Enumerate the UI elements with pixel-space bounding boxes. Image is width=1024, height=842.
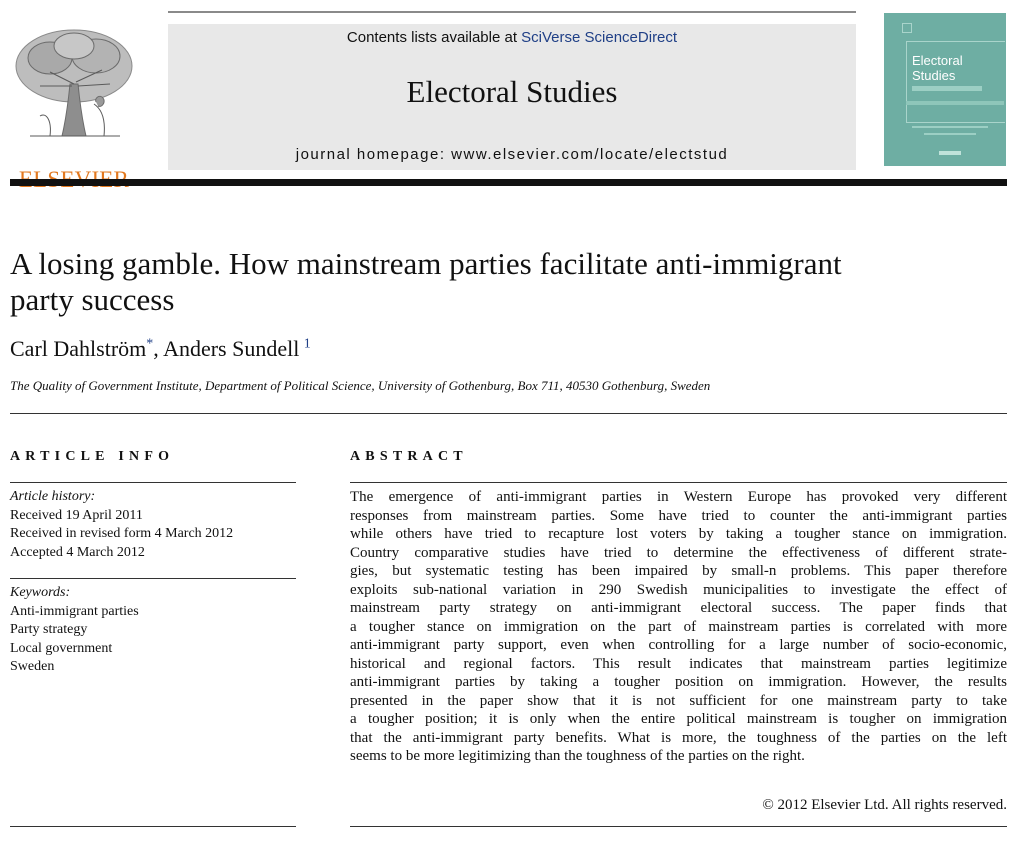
article-info-rule — [10, 578, 296, 579]
abstract-line: a tougher position; it is only when the entire political mainstream is tougher on immigration — [350, 711, 1007, 727]
abstract-line: while others have tried to recapture lost voters by taking a tougher stance on immigration. — [350, 526, 1007, 542]
abstract-body — [350, 488, 1007, 766]
abstract-line: historical and regional factors. This result indicates that mainstream parties legitimize — [350, 655, 1007, 672]
journal-cover-image[interactable] — [884, 13, 1006, 166]
article-info-rule — [10, 482, 296, 483]
cover-publisher-icon — [939, 151, 961, 155]
article-history — [10, 488, 233, 562]
keywords — [10, 584, 139, 677]
author-name[interactable]: Carl Dahlström — [10, 336, 147, 361]
abstract-line: anti-immigrant party support, even when controlling for a large number of socio-economic, — [350, 637, 1007, 653]
cover-editor-lines — [924, 133, 976, 135]
abstract-line: presented in the paper show that it is not sufficient for one mainstream party to take — [350, 692, 1007, 709]
journal-header-band — [168, 24, 856, 170]
header-top-rule — [168, 11, 856, 13]
history-item: Received in revised form 4 March 2012 — [10, 526, 234, 541]
abstract-line: that the anti-immigrant party benefits. What is more, the toughness of the parties on the left — [350, 729, 1007, 746]
abstract-line: responses from mainstream parties. Some have tried to counter the anti-immigrant parties — [350, 507, 1007, 524]
cover-title-line: Electoral — [912, 53, 963, 68]
contents-prefix: Contents lists available at — [346, 29, 517, 46]
history-label: Article history: — [10, 489, 96, 504]
article-title-line: A losing gamble. How mainstream parties facilitate anti-immigrant — [10, 246, 842, 281]
abstract-line: Country comparative studies have tried to determine the effectiveness of different strate- — [350, 544, 1007, 561]
author-name[interactable]: Anders Sundell — [163, 336, 300, 361]
sciencedirect-link[interactable]: SciVerse ScienceDirect — [521, 29, 678, 46]
section-rule — [10, 413, 1007, 414]
keyword-item: Local government — [10, 640, 113, 656]
keywords-label: Keywords: — [10, 585, 71, 600]
keyword-item: Sweden — [10, 659, 55, 674]
author-list — [10, 336, 311, 362]
elsevier-tree-icon — [10, 24, 138, 142]
corresponding-author-mark[interactable]: * — [146, 336, 154, 352]
abstract-line: a tougher stance on immigration on the part of mainstream parties is correlated with more — [350, 618, 1007, 635]
cover-title — [912, 53, 963, 83]
abstract-line: exploits sub-national variation in 290 Swedish municipalities to investigate the effect of — [350, 581, 1007, 598]
abstract-line: gies, but systematic testing has been impaired by small-n problems. This paper therefore — [350, 563, 1007, 579]
header-thick-rule — [10, 179, 1007, 186]
abstract-line: seems to be more legitimizing than the toughness of the parties on the right. — [350, 748, 805, 764]
abstract-line: anti-immigrant parties by taking a tougher position on immigration. However, the results — [350, 674, 1007, 690]
history-item: Accepted 4 March 2012 — [10, 544, 145, 560]
cover-subtitle-bar — [912, 86, 982, 91]
abstract-rule — [350, 482, 1007, 483]
history-item: Received 19 April 2011 — [10, 507, 143, 523]
copyright-notice: © 2012 Elsevier Ltd. All rights reserved. — [762, 797, 1007, 813]
cover-title-line: Studies — [912, 68, 956, 83]
article-info-rule — [10, 826, 296, 827]
abstract-heading: ABSTRACT — [350, 449, 468, 464]
affiliation: The Quality of Government Institute, Department of Political Science, University of Gothenburg, Box 711, 40530 Gothenburg, Sweden — [10, 378, 711, 393]
article-title — [10, 246, 1010, 318]
journal-homepage-link[interactable]: journal homepage: www.elsevier.com/locate/electstud — [295, 146, 729, 163]
abstract-line: The emergence of anti-immigrant parties in Western Europe has provoked very different — [350, 489, 1007, 505]
author-separator: , — [153, 336, 164, 361]
keyword-item: Anti-immigrant parties — [10, 603, 139, 619]
cover-editor-lines — [912, 126, 988, 128]
keyword-item: Party strategy — [10, 622, 88, 637]
journal-name: Electoral Studies — [406, 74, 618, 109]
article-title-line: party success — [10, 282, 175, 317]
abstract-rule — [350, 826, 1007, 827]
abstract-line: mainstream party strategy on anti-immigrant electoral success. The paper finds that — [350, 600, 1007, 616]
article-info-heading: ARTICLE INFO — [10, 449, 175, 464]
author-footnote-mark[interactable]: 1 — [303, 336, 311, 352]
elsevier-logo[interactable] — [10, 24, 138, 172]
contents-availability-line — [168, 29, 856, 46]
cover-divider — [906, 101, 1004, 105]
cover-mark-icon — [902, 23, 912, 33]
